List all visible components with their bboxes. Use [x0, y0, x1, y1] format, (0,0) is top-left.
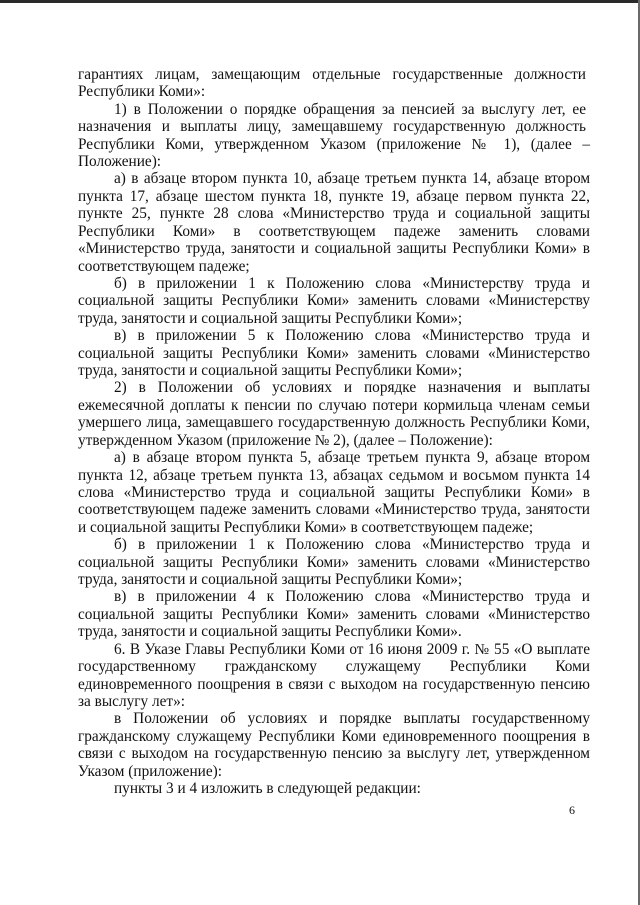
- text-line: слова «Министерство труда и социальной защиты Республики Коми» в: [78, 484, 590, 501]
- text-line: гарантиях лицам, замещающим отдельные государственные должности: [78, 66, 586, 83]
- text-line: соответствующем падеже;: [78, 258, 250, 275]
- text-line: Указом (приложение):: [78, 763, 222, 780]
- text-line: пункты 3 и 4 изложить в следующей редакции:: [114, 780, 421, 797]
- text-line: труда, занятости и социальной защиты Республики Коми»;: [78, 362, 463, 379]
- text-line: и социальной защиты Республики Коми» в соответствующем падеже;: [78, 519, 534, 536]
- text-line: 2) в Положении об условиях и порядке назначения и выплаты: [114, 379, 590, 396]
- text-line: труда, занятости и социальной защиты Республики Коми»;: [78, 310, 463, 327]
- text-line: а) в абзаце втором пункта 5, абзаце третьем пункта 9, абзаце втором: [114, 449, 590, 466]
- text-line: ежемесячной доплаты к пенсии по случаю потери кормильца членам семьи: [78, 397, 590, 414]
- text-line: соответствующем падеже заменить словами «Министерство труда, занятости: [78, 501, 590, 518]
- text-line: пункта 12, абзаце третьем пункта 13, абзацах седьмом и восьмом пункта 14: [78, 467, 590, 484]
- text-line: а) в абзаце втором пункта 10, абзаце третьем пункта 14, абзаце втором: [114, 170, 590, 187]
- text-line: Положение):: [78, 153, 162, 170]
- text-line: за выслугу лет»:: [78, 693, 185, 710]
- text-line: единовременного поощрения в связи с выходом на государственную пенсию: [78, 676, 590, 693]
- text-line: пункта 17, абзаце шестом пункта 18, пункте 19, абзаце первом пункта 22,: [78, 188, 590, 205]
- text-line: б) в приложении 1 к Положению слова «Министерство труда и: [114, 536, 590, 553]
- text-line: социальной защиты Республики Коми» заменить словами «Министерство: [78, 345, 590, 362]
- text-line: 1) в Положении о порядке обращения за пенсией за выслугу лет, ее: [114, 101, 586, 118]
- text-line: б) в приложении 1 к Положению слова «Министерству труда и: [114, 275, 590, 292]
- text-line: труда, занятости и социальной защиты Республики Коми»;: [78, 571, 463, 588]
- text-line: умершего лица, замещавшего государственную должность Республики Коми,: [78, 414, 590, 431]
- text-line: социальной защиты Республики Коми» заменить словами «Министерство: [78, 606, 590, 623]
- text-line: гражданскому служащему Республики Коми единовременного поощрения в: [78, 728, 590, 745]
- text-line: социальной защиты Республики Коми» заменить словами «Министерству: [78, 292, 590, 309]
- text-line: назначения и выплаты лицу, замещавшему государственную должность: [78, 118, 586, 135]
- text-line: в) в приложении 4 к Положению слова «Министерство труда и: [114, 588, 590, 605]
- text-line: «Министерство труда, занятости и социальной защиты Республики Коми» в: [78, 240, 590, 257]
- text-line: в Положении об условиях и порядке выплаты государственному: [114, 710, 590, 727]
- text-line: в) в приложении 5 к Положению слова «Министерство труда и: [114, 327, 590, 344]
- text-line: Республики Коми»:: [78, 83, 206, 100]
- text-line: социальной защиты Республики Коми» заменить словами «Министерство: [78, 554, 590, 571]
- text-line: пункте 25, пункте 28 слова «Министерство труда и социальной защиты: [78, 205, 590, 222]
- text-line: связи с выходом на государственную пенсию за выслугу лет, утвержденном: [78, 745, 590, 762]
- text-line: Республики Коми» в соответствующем падеже заменить словами: [78, 223, 590, 240]
- text-line: Республики Коми, утвержденном Указом (приложение № 1), (далее –: [78, 136, 590, 153]
- page-number: 6: [569, 803, 575, 817]
- text-line: труда, занятости и социальной защиты Республики Коми».: [78, 623, 462, 640]
- text-line: утвержденном Указом (приложение № 2), (далее – Положение):: [78, 432, 493, 449]
- text-line: 6. В Указе Главы Республики Коми от 16 июня 2009 г. № 55 «О выплате: [114, 641, 590, 658]
- text-line: государственному гражданскому служащему Республики Коми: [78, 658, 590, 675]
